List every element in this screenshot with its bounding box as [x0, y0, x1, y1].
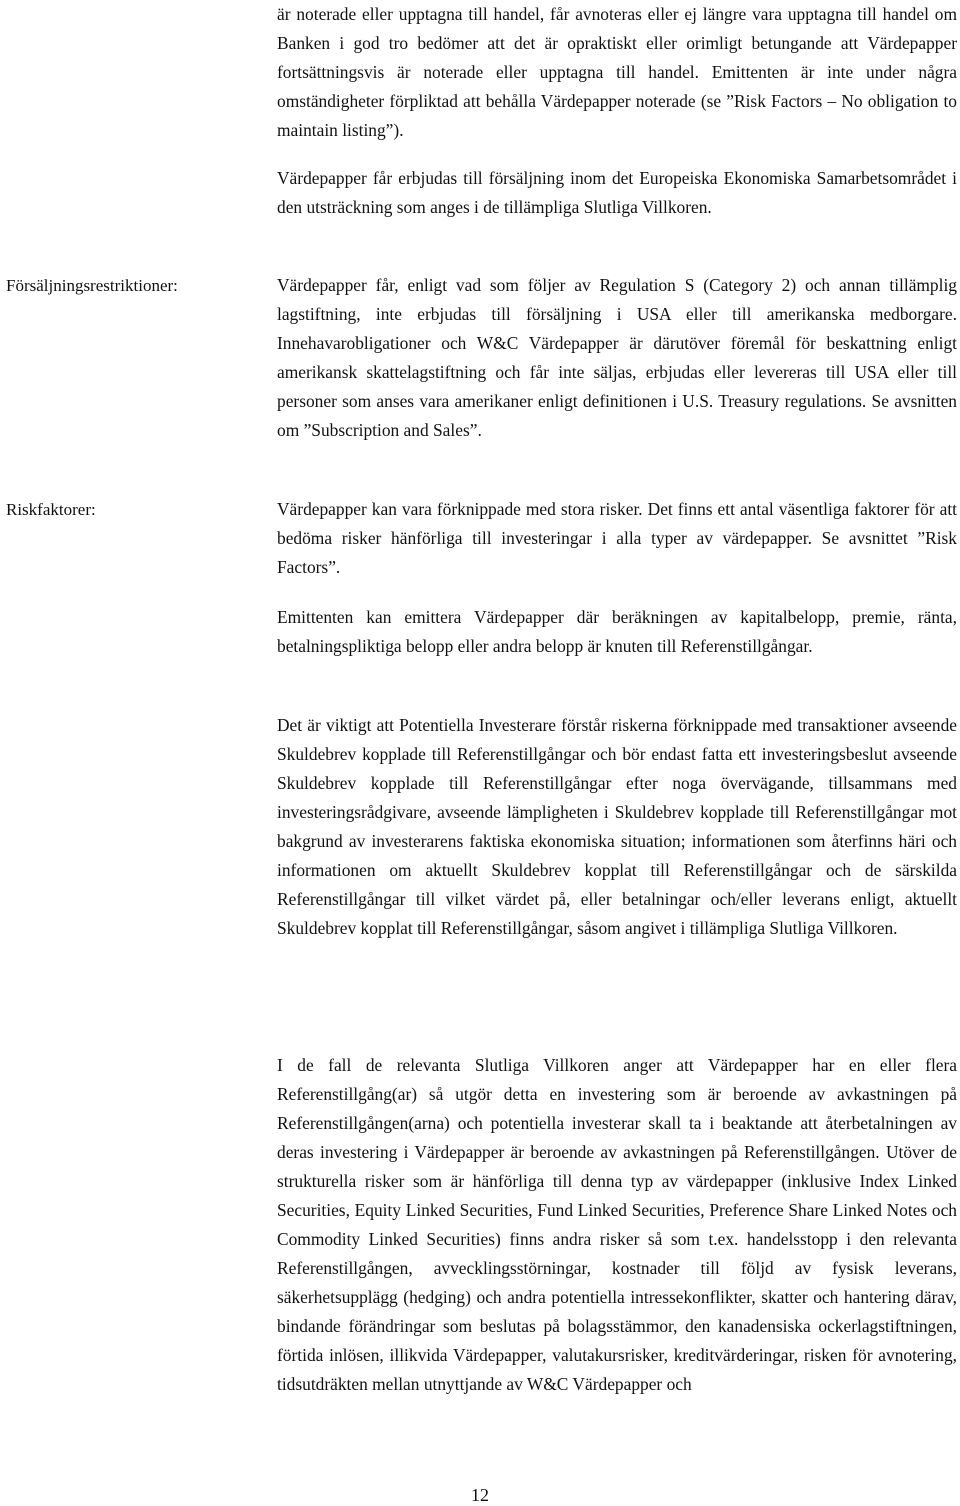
label-sales-restrictions: Försäljningsrestriktioner:	[6, 276, 178, 295]
paragraph-sales-restrictions: Värdepapper får, enligt vad som följer av Regulation S (Category 2) och annan tillämplig lagstiftning, inte erbjudas till försäljning i USA eller till amerikanska medborgare. Innehavarobligationer och W&C Värdepapper är därutöver föremål för beskattning enligt amerikansk skattelagstiftning och får inte säljas, erbjudas eller levereras till USA eller till personer som anses vara amerikaner enligt definitionen i U.S. Treasury regulations. Se avsnitten om ”Subscription and Sales”.	[277, 275, 957, 440]
page-number: 12	[471, 1485, 489, 1505]
paragraph-potential-investors: Det är viktigt att Potentiella Investerare förstår riskerna förknippade med transaktioner avseende Skuldebrev kopplade till Referenstillgångar och bör endast fatta ett investeringsbeslut avseende Skuldebrev kopplade till Referenstillgångar efter noga övervägande, tillsammans med investeringsrådgivare, avseende lämpligheten i Skuldebrev kopplade till Referenstillgångar mot bakgrund av investerarens faktiska ekonomiska situation; informationen som återfinns häri och informationen om aktuellt Skuldebrev kopplat till Referenstillgångar och de särskilda Referenstillgångar till vilket värdet på, eller betalningar och/eller leverans enligt, aktuellt Skuldebrev kopplat till Referenstillgångar, såsom angivet i tillämpliga Slutliga Villkoren.	[277, 715, 957, 938]
paragraph-final-terms-risks: I de fall de relevanta Slutliga Villkoren anger att Värdepapper har en eller flera Referenstillgång(ar) så utgör detta en investering som är beroende av avkastningen på Referenstillgången(arna) och potentiella investerar skall ta i beaktande att återbetalningen av deras investering i Värdepapper är beroende av avkastningen på Referenstillgången. Utöver de strukturella risker som är hänförliga till denna typ av värdepapper (inklusive Index Linked Securities, Equity Linked Securities, Fund Linked Securities, Preference Share Linked Notes och Commodity Linked Securities) finns andra risker så som t.ex. handelsstopp i den relevanta Referenstillgången, avvecklingsstörningar, kostnader till följd av fysisk leverans, säkerhetsupplägg (hedging) och andra potentiella intressekonflikter, skatter och hantering därav, bindande förändringar som beslutas på bolagsstämmor, den kanadensiska ockerlagstiftningen, förtida inlösen, illikvida Värdepapper, valutakursrisker, kreditvärderingar, risken för avnotering, tidsutdräkten mellan utnyttjande av W&C Värdepapper och	[277, 1055, 957, 1394]
paragraph-eea-offering: Värdepapper får erbjudas till försäljning inom det Europeiska Ekonomiska Samarbetsområdet i den utsträckning som anges i de tillämpliga Slutliga Villkoren.	[277, 168, 957, 217]
paragraph-risk-factors-intro: Värdepapper kan vara förknippade med stora risker. Det finns ett antal väsentliga faktorer för att bedöma risker hänförliga till investeringar i alla typer av värdepapper. Se avsnittet ”Risk Factors”.	[277, 499, 957, 577]
paragraph-listing: är noterade eller upptagna till handel, får avnoteras eller ej längre vara upptagna till handel om Banken i god tro bedömer att det är opraktiskt eller orimligt betungande att Värdepapper fortsättningsvis är noterade eller upptagna till handel. Emittenten är inte under några omständigheter förpliktad att behålla Värdepapper noterade (se ”Risk Factors – No obligation to maintain listing”).	[277, 4, 957, 140]
label-risk-factors: Riskfaktorer:	[6, 500, 96, 519]
paragraph-reference-assets: Emittenten kan emittera Värdepapper där beräkningen av kapitalbelopp, premie, ränta, betalningspliktiga belopp eller andra belopp är knuten till Referenstillgångar.	[277, 607, 957, 656]
